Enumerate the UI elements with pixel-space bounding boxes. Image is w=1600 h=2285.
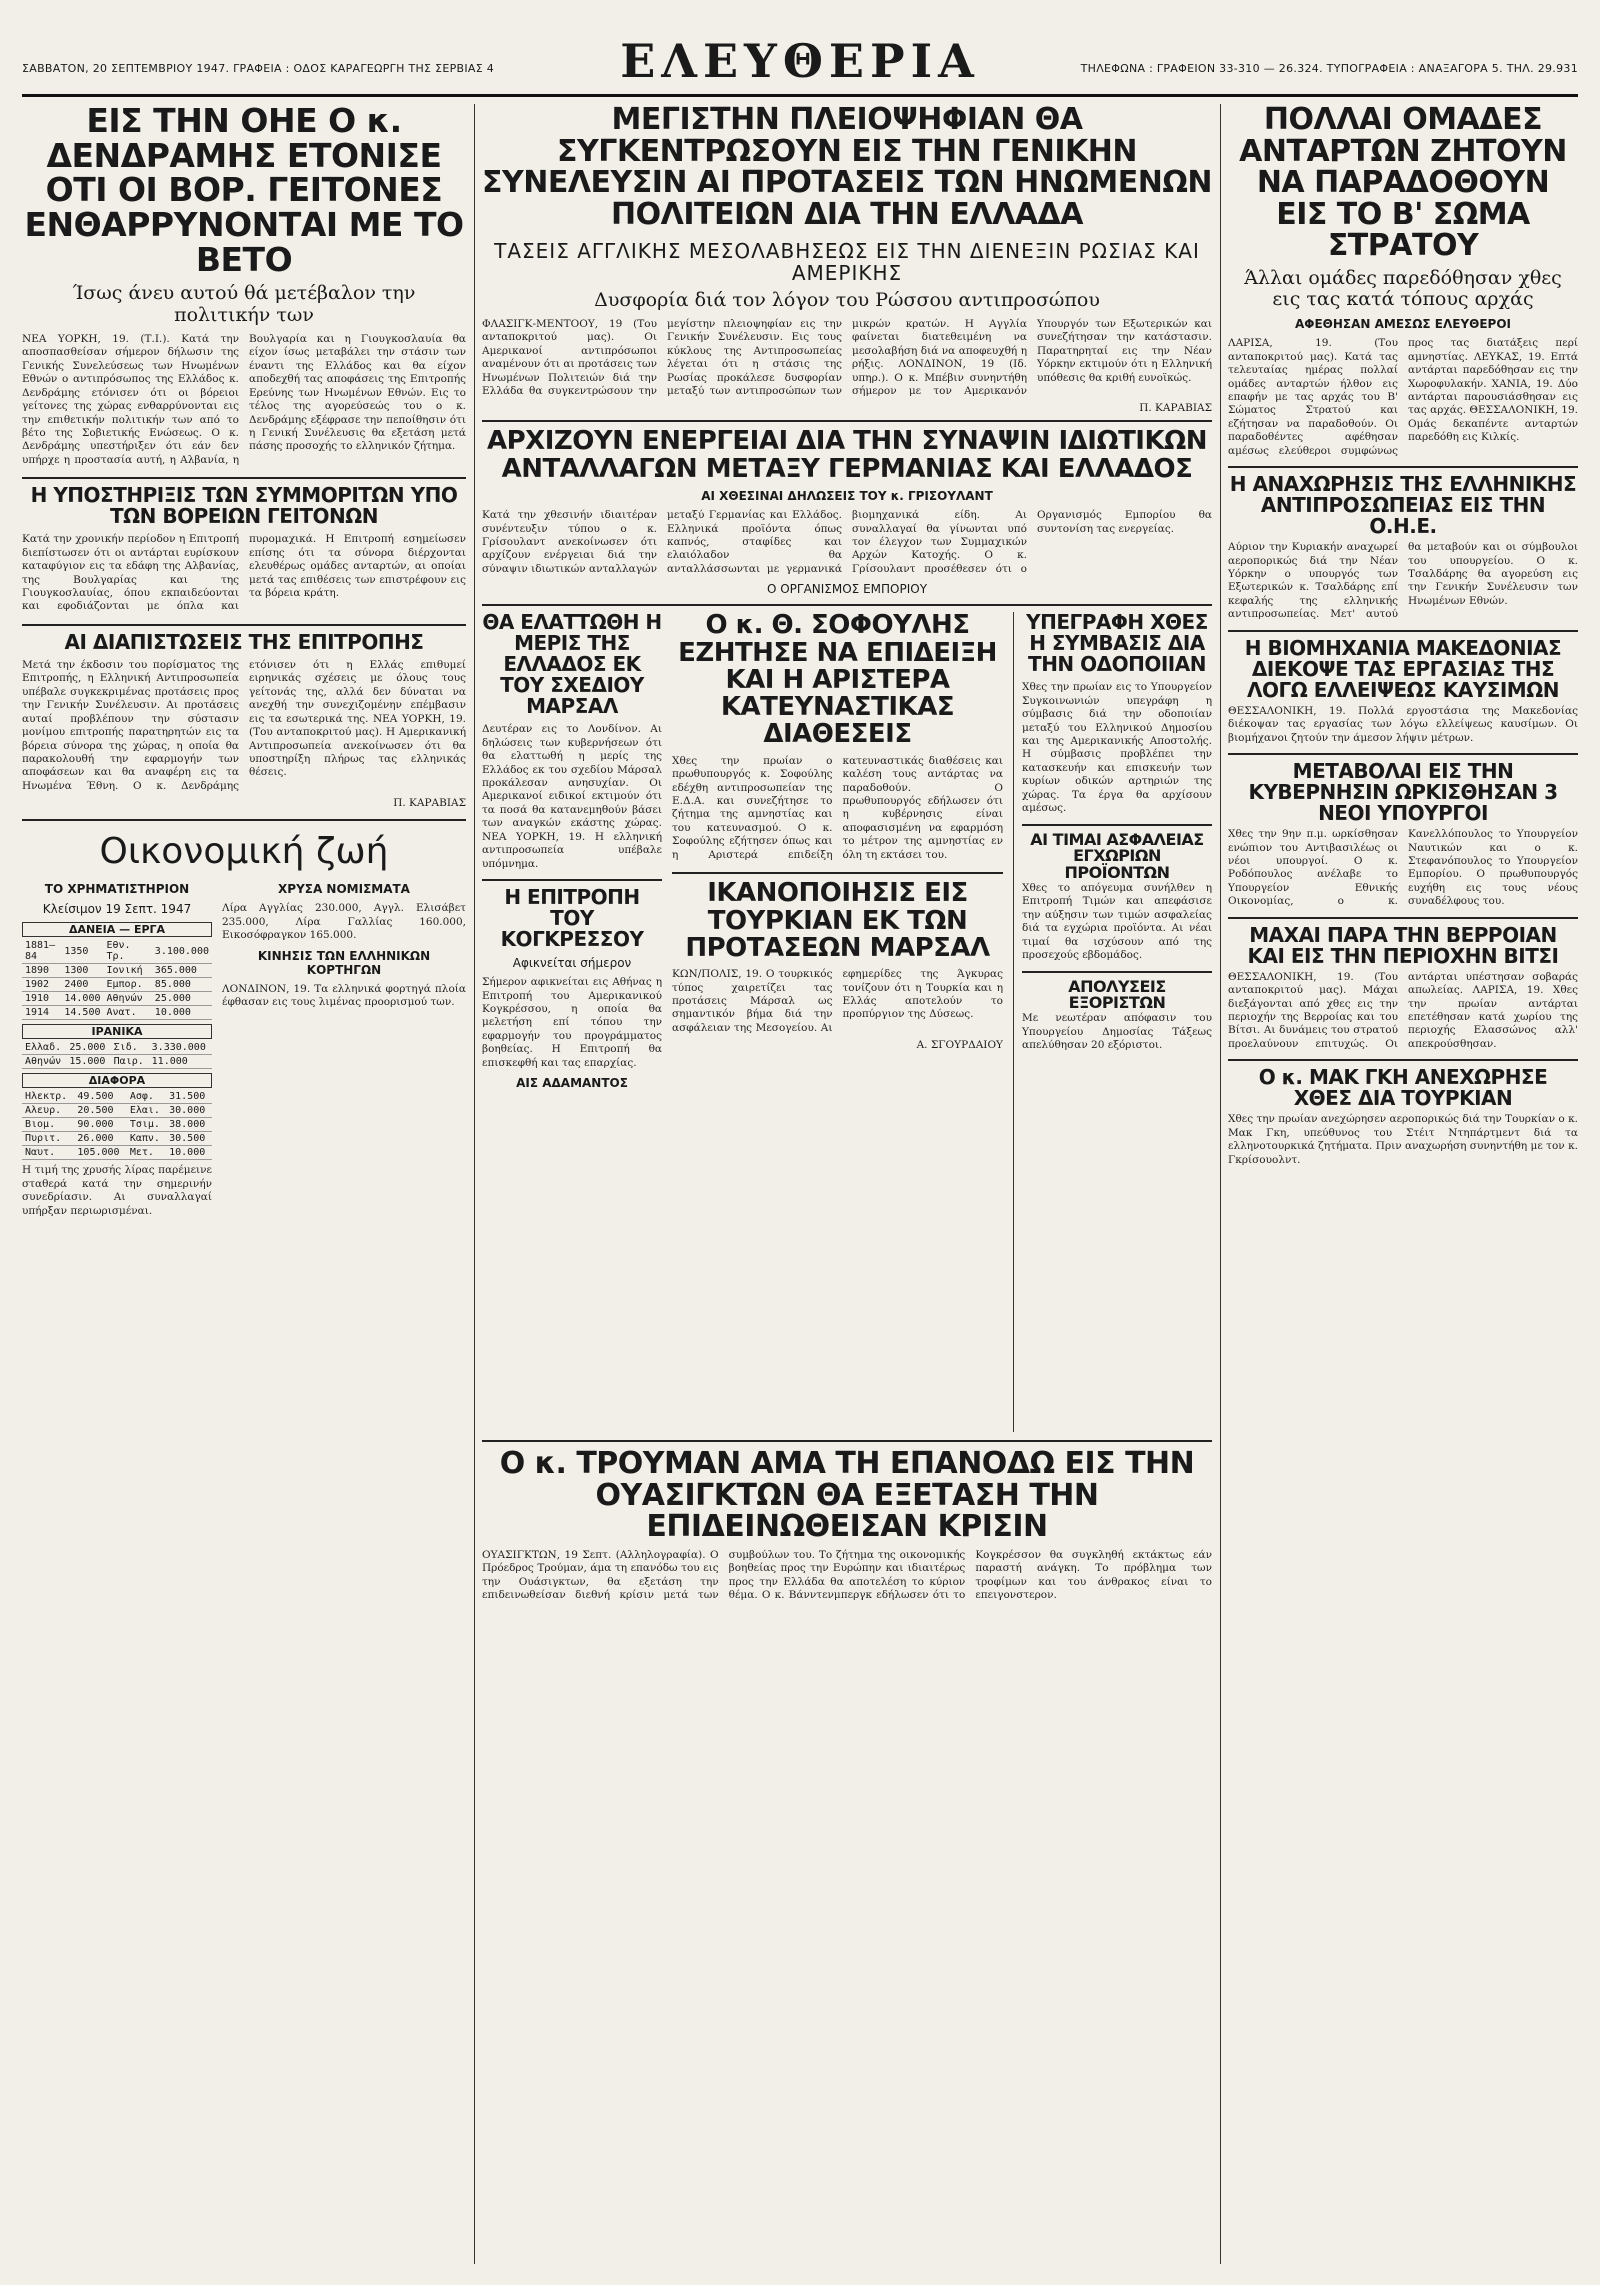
bank-table: [22, 1041, 212, 1069]
left-column: [22, 104, 466, 2269]
market-note: Η τιμή της χρυσής λίρας παρέμεινε σταθερά κατά την σημερινήν συνεδρίασιν. Αι συναλλαγαί υπήρξαν περιωρισμέναι.: [22, 1164, 212, 1217]
article-exile-release: Με νεωτέραν απόφασιν του Υπουργείου Δημοσίας Τάξεως απελύθησαν 20 εξόριστοι.: [1022, 1012, 1212, 1052]
headline-sofoulis: Ο κ. Θ. ΣΟΦΟΥΛΗΣ ΕΖΗΤΗΣΕ ΝΑ ΕΠΙΔΕΙΞΗ ΚΑΙ Η ΑΡΙΣΤΕΡΑ ΚΑΤΕΥΝΑΣΤΙΚΑΣ ΔΙΑΘΕΣΕΙΣ: [678, 612, 997, 750]
article-truman: ΟΥΑΣΙΓΚΤΩΝ, 19 Σεπτ. (Αλληλογραφία). Ο Πρόεδρος Τρούμαν, άμα τη επανόδω του εις την Ουάσιγκτων, θα εξετάση την επιδεινωθείσαν διεθνή κρίσιν μετά των συμβούλων του. Το ζήτημα της οικονομικής βοηθείας προς την Ευρώπην και ιδιαιτέρως προς την Ελλάδα θα αποτελέση το κύριον θέμα. Ο κ. Βάνντενμπεργκ εδήλωσεν ότι το Κογκρέσσον θα συγκληθή εκτάκτως εάν παραστή ανάγκη. Το πρόβλημα των τροφίμων και του άνθρακος είναι το επειγονστερον.: [482, 1548, 1212, 1602]
table-section-misc: ΔΙΑΦΟΡΑ: [22, 1073, 212, 1088]
shipping-title: ΚΙΝΗΣΙΣ ΤΩΝ ΕΛΛΗΝΙΚΩΝ ΚΟΡΤΗΓΩΝ: [257, 948, 431, 977]
article-guerrillas-surrender: ΛΑΡΙΣΑ, 19. (Του ανταποκριτού μας). Κατά τας τελευταίας ημέρας πολλαί ομάδες ανταρτών ήλθον εις επαφήν με τας αρχάς του Β' Σώματος Στρατού και εζήτησαν να παραδοθούν. Οι παραδοθέντες αφέθησαν αμέσως ελεύθεροι συμφώνως προς τας διατάξεις περί αμνηστίας. ΛΕΥΚΑΣ, 19. Επτά αντάρται παρεδόθησαν εις την Χωροφυλακήν. ΧΑΝΙΑ, 19. Δύο αντάρται παρουσιάσθησαν εις τας αρχάς. ΘΕΣΣΑΛΟΝΙΚΗ, 19. Ομάς δεκαπέντε ανταρτών παρεδόθη εις Κιλκίς.: [1228, 337, 1578, 457]
table-cell: 20.500: [74, 1104, 126, 1118]
table-cell: 1902: [22, 978, 61, 992]
table-section-loans: ΔΑΝΕΙΑ — ΕΡΓΑ: [22, 922, 212, 937]
sofoulis-block: [672, 612, 1003, 1432]
table-cell: Ελλαδ.: [22, 1041, 66, 1055]
table-row: [22, 978, 212, 992]
table-row: [22, 1090, 212, 1104]
byline-karavias-2: Π. ΚΑΡΑΒΙΑΣ: [1139, 402, 1212, 415]
misc-table: [22, 1090, 212, 1160]
headline-cabinet-changes: ΜΕΤΑΒΟΛΑΙ ΕΙΣ ΤΗΝ ΚΥΒΕΡΝΗΣΙΝ ΩΡΚΙΣΘΗΣΑΝ 3 ΝΕΟΙ ΥΠΟΥΡΓΟΙ: [1248, 759, 1558, 826]
column-rule: [1220, 104, 1221, 2264]
table-cell: 10.000: [166, 1146, 212, 1160]
article-delegation-departure: Αύριον την Κυριακήν αναχωρεί αεροπορικώς διά την Νέαν Υόρκην ο υπουργός των Εξωτερικών κ. Τσαλδάρης επί κεφαλής της ελληνικής αντιπροσωπείας. Μετ' αυτού θα μεταβούν και οι σύμβουλοι του υπουργείου. Ο κ. Τσαλδάρης θα αγορεύση εις την Γενικήν Συνέλευσιν των Ηνωμένων Εθνών.: [1228, 541, 1578, 621]
table-cell: Ιονική: [103, 964, 151, 978]
table-cell: Ελαι.: [127, 1104, 166, 1118]
table-cell: 30.000: [166, 1104, 212, 1118]
headline-truman: Ο κ. ΤΡΟΥΜΑΝ ΑΜΑ ΤΗ ΕΠΑΝΟΔΩ ΕΙΣ ΤΗΝ ΟΥΑΣΙΓΚΤΩΝ ΘΑ ΕΞΕΤΑΣΗ ΤΗΝ ΕΠΙΔΕΙΝΩΘΕΙΣΑΝ ΚΡΙΣΙΝ: [499, 1446, 1195, 1545]
table-cell: 25.000: [66, 1041, 110, 1055]
headline-germany-trade: ΑΡΧΙΖΟΥΝ ΕΝΕΡΓΕΙΑΙ ΔΙΑ ΤΗΝ ΣΥΝΑΨΙΝ ΙΔΙΩΤΙΚΩΝ ΑΝΤΑΛΛΑΓΩΝ ΜΕΤΑΞΥ ΓΕΡΜΑΝΙΑΣ ΚΑΙ ΕΛΛΑΔΟΣ: [487, 426, 1207, 484]
gold-coins-text: Λίρα Αγγλίας 230.000, Αγγλ. Ελισάβετ 235.000, Λίρα Γαλλίας 160.000, Εικοσόφραγκον 165.000.: [222, 902, 466, 942]
table-cell: 1910: [22, 992, 61, 1006]
table-cell: 85.000: [152, 978, 212, 992]
table-row: [22, 964, 212, 978]
table-cell: 30.500: [166, 1132, 212, 1146]
article-macedonia-industry: ΘΕΣΣΑΛΟΝΙΚΗ, 19. Πολλά εργοστάσια της Μακεδονίας διέκοψαν τας εργασίας των λόγω ελλείψεως καυσίμων. Οι βιομήχανοι ζητούν την άμεσον λήψιν μέτρων.: [1228, 704, 1578, 744]
table-cell: 365.000: [152, 964, 212, 978]
headline-delegation-departure: Η ΑΝΑΧΩΡΗΣΙΣ ΤΗΣ ΕΛΛΗΝΙΚΗΣ ΑΝΤΙΠΡΟΣΩΠΕΙΑΣ ΕΙΣ ΤΗΝ Ο.Η.Ε.: [1229, 472, 1577, 539]
table-row: [22, 1146, 212, 1160]
table-section-bank: ΙΡΑΝΙΚΑ: [22, 1024, 212, 1039]
article-cabinet-changes: Χθες την 9ην π.μ. ωρκίσθησαν ενώπιον του Αντιβασιλέως οι νέοι υπουργοί. Ο κ. Ροδόπουλος ανέλαβε το Υπουργείον Εθνικής Οικονομίας, ο κ. Κανελλόπουλος το Υπουργείον Ναυτικών και ο κ. Στεφανόπουλος το Υπουργείον Εμπορίου. Ο πρωθυπουργός ευχήθη εις τους νέους συναδέλφους του.: [1228, 828, 1578, 908]
center-column: [482, 104, 1212, 2269]
table-cell: Αθηνών: [22, 1055, 66, 1069]
article-dendramis: ΝΕΑ ΥΟΡΚΗ, 19. (Τ.Ι.). Κατά την αποσπασθείσαν σήμερον δήλωσιν της Γενικής Συνελεύσεως των Ηνωμένων Εθνών ο αντιπρόσωπος της Ελλάδος κ. Δενδράμης ετόνισεν ότι οι βόρειοι γείτονες της χώρας ενθαρρύνονται εις την επιθετικήν πολιτικήν των από το βέτο της Σοβιετικής Ενώσεως. Ο κ. Δενδράμης υπεστήριξεν ότι εάν δεν υπήρχε η προστασία αυτή, η Αλβανία, η Βουλγαρία και η Γιουγκοσλαυία θα είχον ίσως μεταβάλει την στάσιν των έναντι της Ελλάδος και θα είχον αποδεχθή τας αποφάσεις της Επιτροπής Ερεύνης των Ηνωμένων Εθνών. Εις το τέλος της αγορεύσεώς του ο κ. Δενδράμης εξέφρασε την πεποίθησιν ότι η Γενική Συνέλευσις θα εξετάση μετά πάσης προσοχής το ελληνικόν ζήτημα.: [22, 332, 466, 466]
headline-exile-release: ΑΠΟΛΥΣΕΙΣ ΕΞΟΡΙΣΤΩΝ: [1068, 976, 1166, 1013]
newspaper-page: [22, 14, 1578, 2272]
table-cell: Μετ.: [127, 1146, 166, 1160]
table-cell: Σιδ.: [111, 1041, 149, 1055]
subhead-surrendered: Άλλαι ομάδες παρεδόθησαν χθες εις τας κατά τόπους αρχάς: [1244, 266, 1562, 311]
table-cell: 38.000: [166, 1118, 212, 1132]
marshall-share-block: [482, 612, 662, 1432]
table-cell: 14.500: [61, 1006, 103, 1020]
table-cell: 10.000: [152, 1006, 212, 1020]
article-road-contract: Χθες την πρωίαν εις το Υπουργείον Συγκοινωνιών υπεγράφη η σύμβασις διά την οδοποιίαν μεταξύ του Ελληνικού Δημοσίου και της Αμερικανικής Αποστολής. Η σύμβασις προβλέπει την κατασκευήν και επισκευήν των κυρίων οδικών αρτηριών της χώρας. Τα έργα θα αρχίσουν αμέσως.: [1022, 681, 1212, 815]
table-row: [22, 1132, 212, 1146]
stock-exchange-date: Κλείσιμον 19 Σεπτ. 1947: [42, 902, 192, 917]
article-sofoulis: Χθες την πρωίαν ο πρωθυπουργός κ. Σοφούλης εδέχθη αντιπροσωπείαν της Ε.Δ.Α. και συνεζήτησε το ζήτημα της αμνηστίας και του κατευνασμού. Ο κ. Σοφούλης εζήτησεν όπως και η Αριστερά επιδείξη κατευναστικάς διαθέσεις και καλέση τους αντάρτας να παραδοθούν. Ο πρωθυπουργός εδήλωσεν ότι η κυβέρνησις είναι αποφασισμένη να εφαρμόση το μέτρον της αμνηστίας εν όλη τη εκτάσει του.: [672, 754, 1003, 861]
table-cell: Εμπορ.: [103, 978, 151, 992]
byline-karavias: Π. ΚΑΡΑΒΙΑΣ: [393, 797, 466, 810]
box-adamantos: ΑΙΣ ΑΔΑΜΑΝΤΟΣ: [516, 1076, 628, 1091]
headline-congress-committee: Η ΕΠΙΤΡΟΠΗ ΤΟΥ ΚΟΓΚΡΕΣΣΟΥ: [500, 885, 644, 952]
table-cell: Ασφ.: [127, 1090, 166, 1104]
table-row: [22, 1041, 212, 1055]
article-guerrilla-support: Κατά την χρονικήν περίοδον η Επιτροπή διεπίστωσεν ότι οι αντάρται ευρίσκουν καταφύγιον εις τα εδάφη της Αλβανίας, της Βουλγαρίας και της Γιουγκοσλαυίας, όπου εκπαιδεύονται και εφοδιάζονται με όπλα και πυρομαχικά. Η Επιτροπή εσημείωσεν επίσης ότι τα σύνορα διέρχονται ελευθέρως ομάδες ανταρτών, αι οποίαι μετά τας επιθέσεις των επιστρέφουν εις τα βόρεια κράτη.: [22, 533, 466, 613]
table-cell: 1890: [22, 964, 61, 978]
headline-battles-verria: ΜΑΧΑΙ ΠΑΡΑ ΤΗΝ ΒΕΡΡΟΙΑΝ ΚΑΙ ΕΙΣ ΤΗΝ ΠΕΡΙΟΧΗΝ ΒΙΤΣΙ: [1247, 922, 1559, 968]
shipping-text: ΛΟΝΔΙΝΟΝ, 19. Τα ελληνικά φορτηγά πλοία έφθασαν εις τους λιμένας προορισμού των.: [222, 982, 466, 1009]
table-cell: 1881—84: [22, 939, 61, 964]
table-cell: 1300: [61, 964, 103, 978]
article-marshall-share: Δευτέραν εις το Λονδίνον. Αι δηλώσεις των κυβερνήσεων ότι θα ελαττωθή η μερίς της Ελλάδος εκ του σχεδίου Μάρσαλ προκάλεσαν ανησυχίαν. Οι Αμερικανοί ειδικοί εκτιμούν ότι τα ποσά θα κατανεμηθούν βάσει των αναγκών εκάστης χώρας. ΝΕΑ ΥΟΡΚΗ, 19. Η ελληνική αντιπροσωπεία υπέβαλε υπόμνημα.: [482, 723, 662, 870]
article-turkey-marshall: ΚΩΝ/ΠΟΛΙΣ, 19. Ο τουρκικός τύπος χαιρετίζει τας προτάσεις Μάρσαλ ως σημαντικόν βήμα διά την ασφάλειαν της Μεσογείου. Αι εφημερίδες της Άγκυρας τονίζουν ότι η Τουρκία και η Ελλάς αποτελούν το προπύργιον της Δύσεως.: [672, 968, 1003, 1034]
box-trade-organization: Ο ΟΡΓΑΝΙΣΜΟΣ ΕΜΠΟΡΙΟΥ: [766, 582, 928, 597]
subhead-dendramis: Ίσως άνευ αυτού θά μετέβαλον την πολιτικήν των: [72, 282, 416, 327]
table-cell: 31.500: [166, 1090, 212, 1104]
headline-road-contract: ΥΠΕΓΡΑΦΗ ΧΘΕΣ Η ΣΥΜΒΑΣΙΣ ΔΙΑ ΤΗΝ ΟΔΟΠΟΙΙΑΝ: [1026, 612, 1208, 677]
byline-sgourdaiou: Α. ΣΓΟΥΡΔΑΙΟΥ: [916, 1039, 1003, 1052]
headline-safety-prices: ΑΙ ΤΙΜΑΙ ΑΣΦΑΛΕΙΑΣ ΕΓΧΩΡΙΩΝ ΠΡΟΪΟΝΤΩΝ: [1030, 829, 1204, 883]
table-cell: 11.000: [149, 1055, 212, 1069]
masthead-phones: ΤΗΛΕΦΩΝΑ : ΓΡΑΦΕΙΟΝ 33-310 — 26.324. ΤΥΠΟΓΡΑΦΕΙΑ : ΑΝΑΞΑΓΟΡΑ 5. ΤΗΛ. 29.931: [1080, 62, 1578, 75]
masthead-date-address: ΣΑΒΒΑΤΟΝ, 20 ΣΕΠΤΕΜΒΡΙΟΥ 1947. ΓΡΑΦΕΙΑ : ΟΔΟΣ ΚΑΡΑΓΕΩΡΓΗ ΤΗΣ ΣΕΡΒΙΑΣ 4: [22, 62, 495, 75]
right-column: [1228, 104, 1578, 2269]
table-cell: 3.100.000: [152, 939, 212, 964]
article-safety-prices: Χθες το απόγευμα συνήλθεν η Επιτροπή Τιμών και απεφάσισε την αύξησιν των τιμών ασφαλείας διά τα εγχώρια προϊόντα. Αι νέαι τιμαί θα ισχύσουν από της προσεχούς εβδομάδος.: [1022, 882, 1212, 962]
masthead: [22, 14, 1578, 97]
headline-guerrillas-surrender: ΠΟΛΛΑΙ ΟΜΑΔΕΣ ΑΝΤΑΡΤΩΝ ΖΗΤΟΥΝ ΝΑ ΠΑΡΑΔΟΘΟΥΝ ΕΙΣ ΤΟ Β' ΣΩΜΑ ΣΤΡΑΤΟΥ: [1239, 104, 1567, 263]
table-row: [22, 939, 212, 964]
table-cell: 3.330.000: [149, 1041, 212, 1055]
table-cell: Τσιμ.: [127, 1118, 166, 1132]
road-contract-block: [1013, 612, 1212, 1432]
article-us-proposals: ΦΛΑΣΙΓΚ-ΜΕΝΤΟΟΥ, 19 (Του ανταποκριτού μας). Οι Αμερικανοί αντιπρόσωποι αναμένουν ότι αι προτάσεις των Ηνωμένων Πολιτειών διά την Ελλάδα θα συγκεντρώσουν την μεγίστην πλειοψηφίαν εις την Γενικήν Συνέλευσιν. Εις τους κύκλους της Αντιπροσωπείας λέγεται ότι η στάσις της Ρωσίας προκάλεσε δυσφορίαν μεταξύ των αντιπροσώπων των μικρών κρατών. Η Αγγλία φαίνεται διατεθειμένη να μεσολαβήση διά να αποφευχθή η ρήξις. ΛΟΝΔΙΝΟΝ, 19 (Ιδ. υπηρ.). Ο κ. Μπέβιν συνηντήθη σήμερον με τον Αμερικανόν Υπουργόν των Εξωτερικών και συνεζήτησαν την κατάστασιν. Παρατηρηταί εις την Νέαν Υόρκην εκτιμούν ότι η Ελληνική υπόθεσις θα κριθή ευνοϊκώς.: [482, 317, 1212, 398]
table-cell: 90.000: [74, 1118, 126, 1132]
table-cell: Αλευρ.: [22, 1104, 74, 1118]
table-cell: Ναυτ.: [22, 1146, 74, 1160]
headline-us-proposals: ΜΕΓΙΣΤΗΝ ΠΛΕΙΟΨΗΦΙΑΝ ΘΑ ΣΥΓΚΕΝΤΡΩΣΟΥΝ ΕΙΣ ΤΗΝ ΓΕΝΙΚΗΝ ΣΥΝΕΛΕΥΣΙΝ ΑΙ ΠΡΟΤΑΣΕΙΣ ΤΩΝ ΗΝΩΜΕΝΩΝ ΠΟΛΙΤΕΙΩΝ ΔΙΑ ΤΗΝ ΕΛΛΑΔΑ: [482, 104, 1212, 232]
article-mcghee-turkey: Χθες την πρωίαν ανεχώρησεν αεροπορικώς διά την Τουρκίαν ο κ. Μακ Γκη, υπεύθυνος του Στέιτ Ντηπάρτμεντ διά τα ελληνοτουρκικά ζητήματα. Πριν αναχωρήση συνηντήθη με τον κ. Γκρίσουολντ.: [1228, 1113, 1578, 1166]
table-row: [22, 1104, 212, 1118]
table-row: [22, 992, 212, 1006]
loans-table: [22, 939, 212, 1020]
table-row: [22, 1006, 212, 1020]
headline-macedonia-industry: Η ΒΙΟΜΗΧΑΝΙΑ ΜΑΚΕΔΟΝΙΑΣ ΔΙΕΚΟΨΕ ΤΑΣ ΕΡΓΑΣΙΑΣ ΤΗΣ ΛΟΓΩ ΕΛΛΕΙΨΕΩΣ ΚΑΥΣΙΜΩΝ: [1244, 635, 1562, 702]
table-cell: 2400: [61, 978, 103, 992]
table-cell: 49.500: [74, 1090, 126, 1104]
table-cell: Αθηνών: [103, 992, 151, 1006]
kicker-released: ΑΦΕΘΗΣΑΝ ΑΜΕΣΩΣ ΕΛΕΥΘΕΡΟΙ: [1294, 317, 1512, 332]
subhead-russian-speech: Δυσφορία διά τον λόγον του Ρώσσου αντιπροσώπου: [594, 289, 1100, 311]
table-cell: 1350: [61, 939, 103, 964]
table-cell: Πυριτ.: [22, 1132, 74, 1146]
table-cell: 25.000: [152, 992, 212, 1006]
table-cell: Παιρ.: [111, 1055, 149, 1069]
article-battles-verria: ΘΕΣΣΑΛΟΝΙΚΗ, 19. (Του ανταποκριτού μας). Μάχαι διεξάγονται από χθες εις την περιοχήν της Βερροίας και του Βίτσι. Αι δυνάμεις του στρατού προελαύνουν επιτυχώς. Οι αντάρται υπέστησαν σοβαράς απωλείας. ΛΑΡΙΣΑ, 19. Χθες την πρωίαν αντάρται επετέθησαν κατά χωρίου της περιοχής Ελασσώνος αλλ' απεκρούσθησαν.: [1228, 970, 1578, 1050]
economic-life-title: Οικονομική ζωή: [99, 831, 389, 873]
newspaper-title: ΕΛΕΥΘΕΡΙΑ: [620, 34, 980, 88]
headline-guerrilla-support: Η ΥΠΟΣΤΗΡΙΞΙΣ ΤΩΝ ΣΥΜΜΟΡΙΤΩΝ ΥΠΟ ΤΩΝ ΒΟΡΕΙΩΝ ΓΕΙΤΟΝΩΝ: [30, 483, 458, 529]
table-cell: 105.000: [74, 1146, 126, 1160]
table-cell: 15.000: [66, 1055, 110, 1069]
table-cell: 26.000: [74, 1132, 126, 1146]
table-cell: Καπν.: [127, 1132, 166, 1146]
table-cell: 14.000: [61, 992, 103, 1006]
subhead-griswold: ΑΙ ΧΘΕΣΙΝΑΙ ΔΗΛΩΣΕΙΣ ΤΟΥ κ. ΓΡΙΣΟΥΛΑΝΤ: [701, 489, 993, 504]
headline-committee-findings: ΑΙ ΔΙΑΠΙΣΤΩΣΕΙΣ ΤΗΣ ΕΠΙΤΡΟΠΗΣ: [64, 629, 424, 654]
subhead-british-mediation: ΤΑΣΕΙΣ ΑΓΓΛΙΚΗΣ ΜΕΣΟΛΑΒΗΣΕΩΣ ΕΙΣ ΤΗΝ ΔΙΕΝΕΞΙΝ ΡΩΣΙΑΣ ΚΑΙ ΑΜΕΡΙΚΗΣ: [494, 239, 1200, 285]
table-cell: Εθν. Τρ.: [103, 939, 151, 964]
subhead-congress-arrives: Αφικνείται σήμερον: [512, 956, 632, 971]
table-row: [22, 1055, 212, 1069]
stock-exchange-title: ΤΟ ΧΡΗΜΑΤΙΣΤΗΡΙΟΝ: [44, 882, 190, 897]
table-cell: Ηλεκτρ.: [22, 1090, 74, 1104]
table-cell: Βιομ.: [22, 1118, 74, 1132]
column-rule: [474, 104, 475, 2264]
gold-coins-title: ΧΡΥΣΑ ΝΟΜΙΣΜΑΤΑ: [278, 882, 410, 897]
article-germany-trade: Κατά την χθεσινήν ιδιαιτέραν συνέντευξιν τύπου ο κ. Γρίσουλαντ ανεκοίνωσεν ότι αρχίζουν ενέργειαι διά την σύναψιν ιδιωτικών ανταλλαγών μεταξύ Γερμανίας και Ελλάδος. Ελληνικά προϊόντα όπως καπνός, σταφίδες και ελαιόλαδον θα ανταλλάσσωνται με γερμανικά βιομηχανικά είδη. Αι συναλλαγαί θα γίνωνται υπό τον έλεγχον των Συμμαχικών Αρχών Κατοχής. Ο κ. Γρίσουλαντ προσέθεσεν ότι ο Οργανισμός Εμπορίου θα συντονίση τας ενεργείας.: [482, 509, 1212, 575]
headline-marshall-share: ΘΑ ΕΛΑΤΤΩΘΗ Η ΜΕΡΙΣ ΤΗΣ ΕΛΛΑΔΟΣ ΕΚ ΤΟΥ ΣΧΕΔΙΟΥ ΜΑΡΣΑΛ: [482, 612, 662, 719]
table-cell: Ανατ.: [103, 1006, 151, 1020]
headline-dendramis: ΕΙΣ ΤΗΝ ΟΗΕ Ο κ. ΔΕΝΔΡΑΜΗΣ ΕΤΟΝΙΣΕ ΟΤΙ ΟΙ ΒΟΡ. ΓΕΙΤΟΝΕΣ ΕΝΘΑΡΡΥΝΟΝΤΑΙ ΜΕ ΤΟ ΒΕΤΟ: [24, 104, 464, 279]
headline-turkey-marshall: ΙΚΑΝΟΠΟΙΗΣΙΣ ΕΙΣ ΤΟΥΡΚΙΑΝ ΕΚ ΤΩΝ ΠΡΟΤΑΣΕΩΝ ΜΑΡΣΑΛ: [685, 878, 990, 963]
table-cell: 1914: [22, 1006, 61, 1020]
article-congress-committee: Σήμερον αφικνείται εις Αθήνας η Επιτροπή του Αμερικανικού Κογκρέσσου, η οποία θα μελετήση επί τόπου την εφαρμογήν του προγράμματος βοηθείας. Η Επιτροπή θα επισκεφθή και τας επαρχίας.: [482, 976, 662, 1069]
table-row: [22, 1118, 212, 1132]
headline-mcghee-turkey: Ο κ. ΜΑΚ ΓΚΗ ΑΝΕΧΩΡΗΣΕ ΧΘΕΣ ΔΙΑ ΤΟΥΡΚΙΑΝ: [1258, 1065, 1548, 1111]
article-committee-findings: Μετά την έκδοσιν του πορίσματος της Επιτροπής, η Ελληνική Αντιπροσωπεία υπέβαλε συγκεκριμένας προτάσεις προς την Γενικήν Συνέλευσιν. Αι προτάσεις αυταί προβλέπουν την σύστασιν μονίμου επιτροπής παρατηρητών εις τα βόρεια σύνορα της χώρας, η οποία θα παρακολουθή την εφαρμογήν των αποφάσεων και θα αναφέρη εις τα Ηνωμένα Έθνη. Ο κ. Δενδράμης ετόνισεν ότι η Ελλάς επιθυμεί ειρηνικάς σχέσεις με όλους τους γείτονάς της, αλλά δεν δύναται να ανεχθή την συνεχιζομένην επέμβασιν εις τα εσωτερικά της. ΝΕΑ ΥΟΡΚΗ, 19. (Του ανταποκριτού μας). Η Αμερικανική Αντιπροσωπεία ανεκοίνωσεν ότι θα υποστηρίξη πλήρως τας ελληνικάς θέσεις.: [22, 658, 466, 792]
